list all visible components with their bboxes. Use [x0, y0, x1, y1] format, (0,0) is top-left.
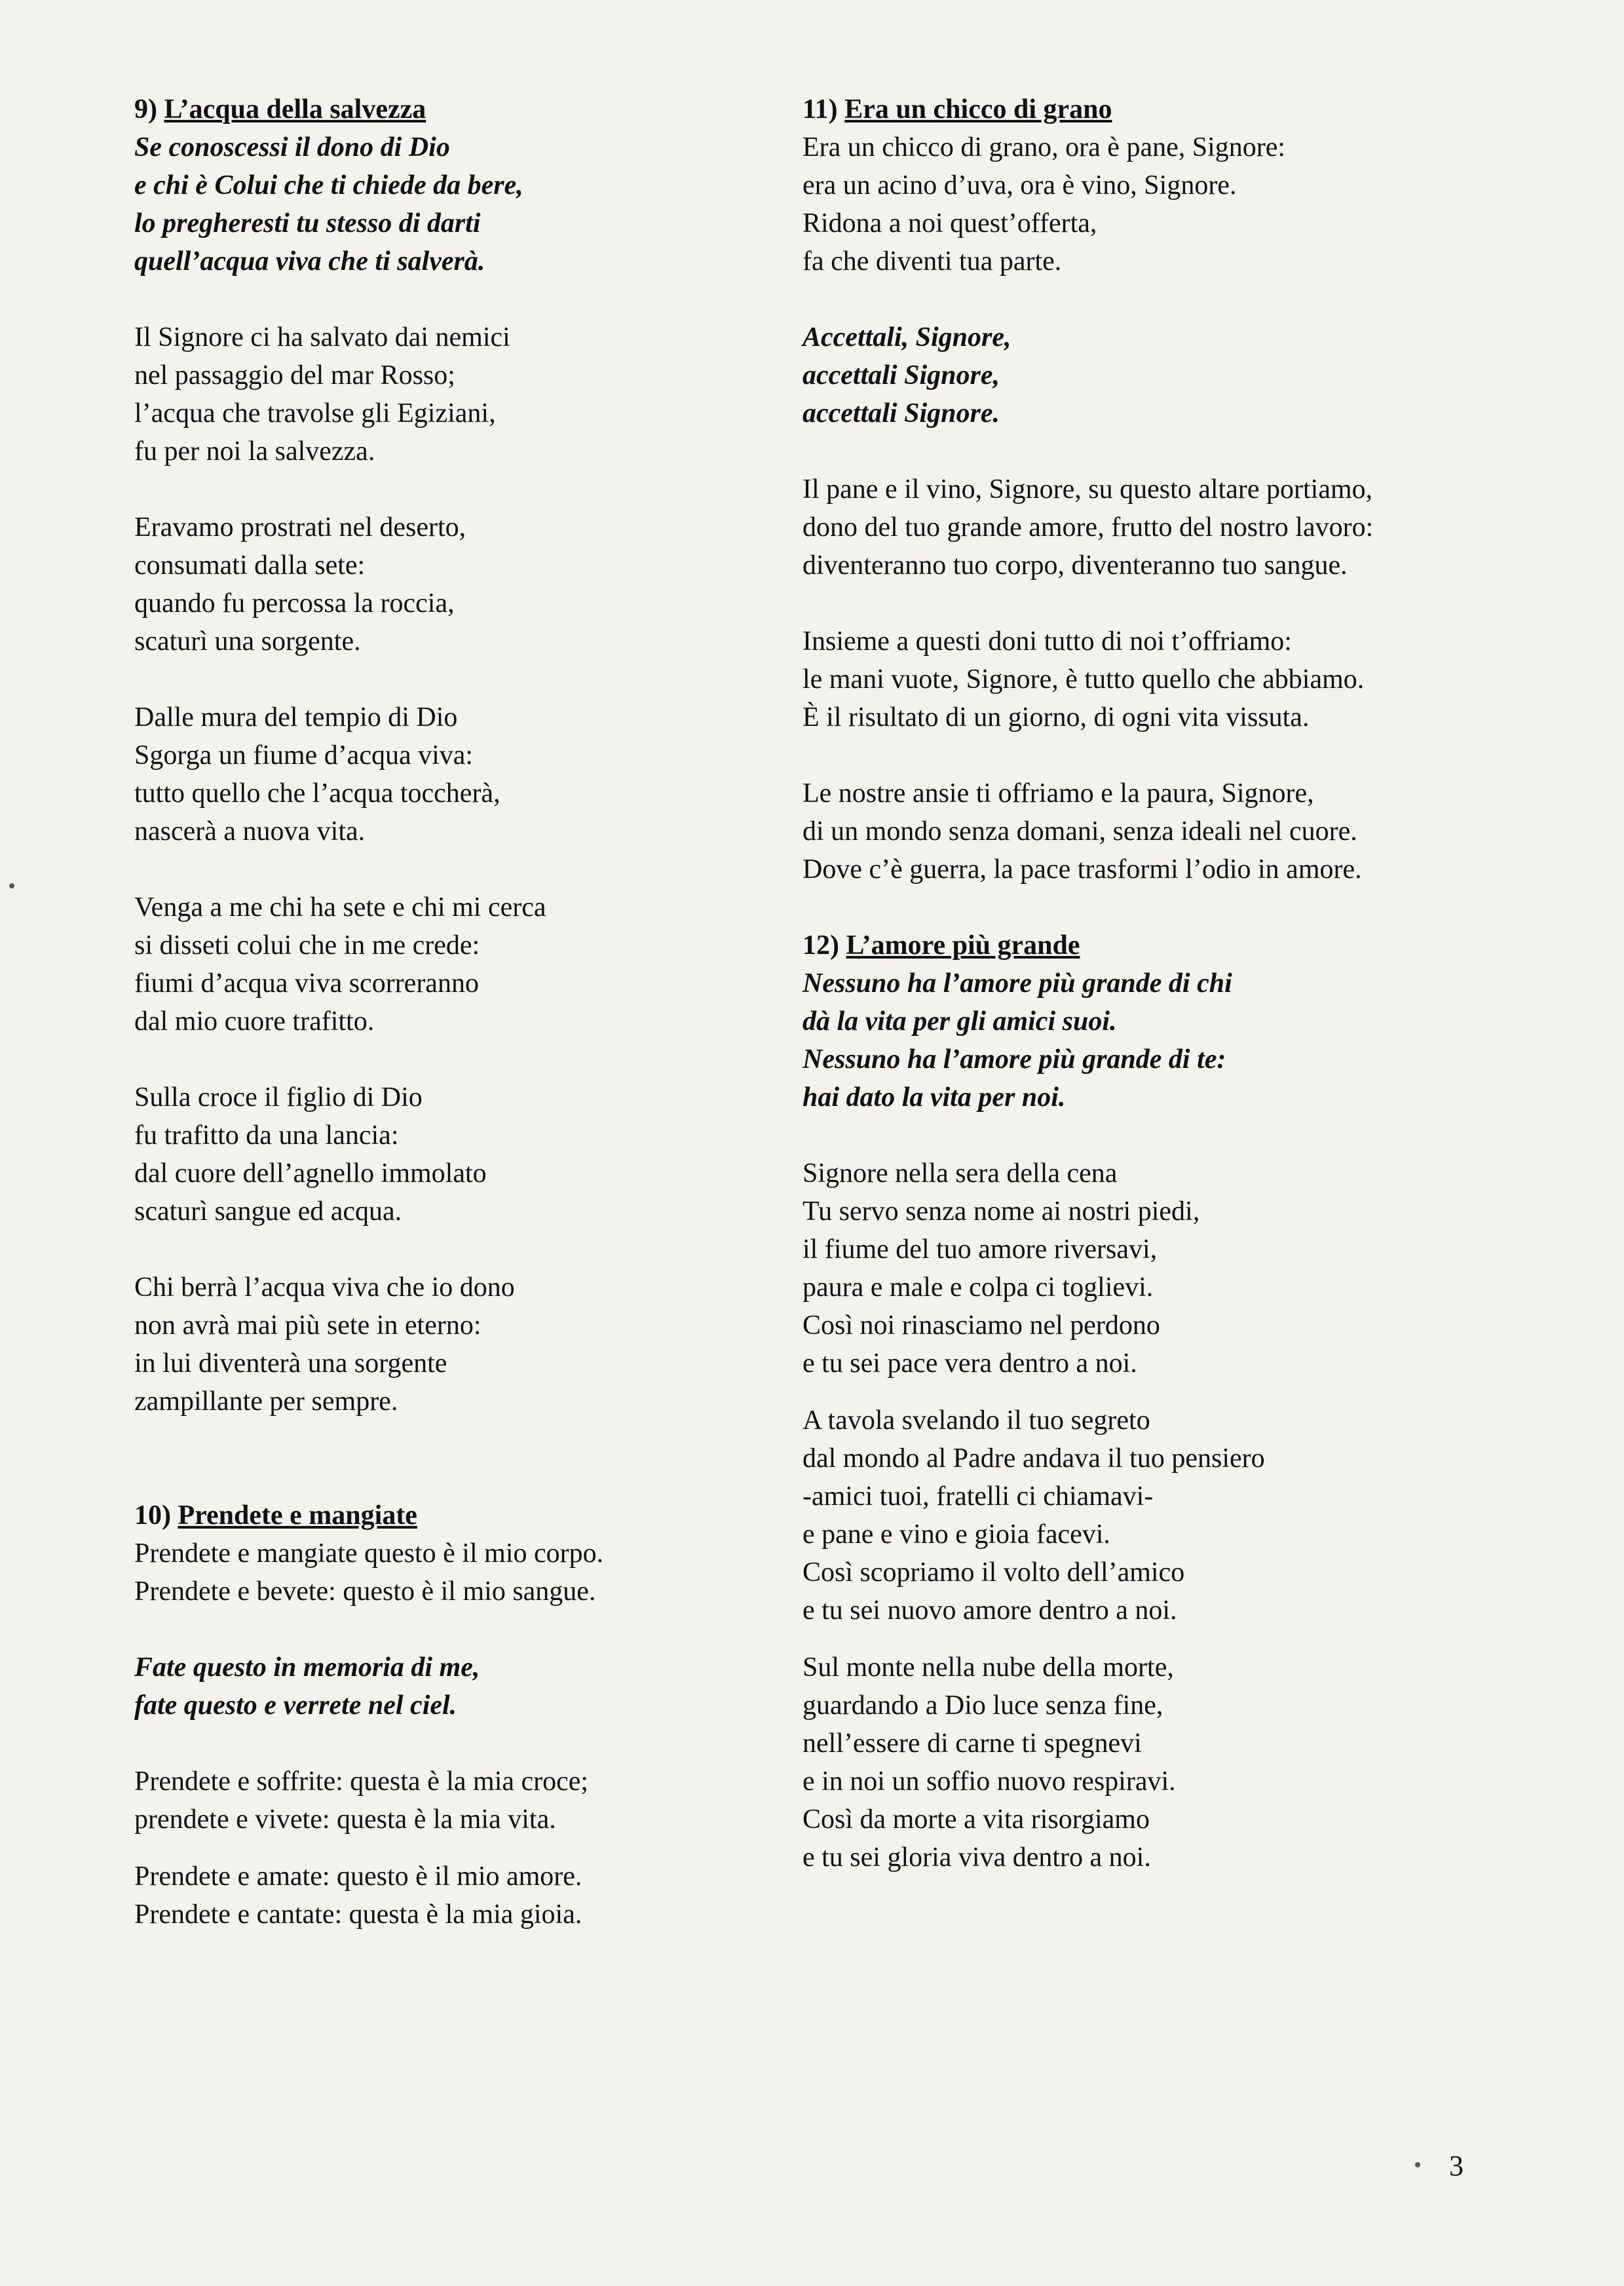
lyric-line: Era un chicco di grano, ora è pane, Signore:: [803, 132, 1286, 162]
lyric-line: nel passaggio del mar Rosso;: [134, 360, 455, 391]
lyric-line: guardando a Dio luce senza fine,: [803, 1690, 1163, 1721]
lyric-line: le mani vuote, Signore, è tutto quello che abbiamo.: [803, 664, 1365, 695]
verse: [134, 698, 789, 850]
lyric-line: Venga a me chi ha sete e chi mi cerca: [134, 892, 546, 923]
lyric-line: il fiume del tuo amore riversavi,: [803, 1234, 1158, 1265]
refrain: [134, 128, 789, 280]
song-12: [803, 926, 1523, 1876]
lyric-line: dal mio cuore trafitto.: [134, 1006, 375, 1037]
page-number: 3: [1449, 2150, 1463, 2182]
lyric-line: fu per noi la salvezza.: [134, 436, 375, 467]
lyric-line: nell’essere di carne ti spegnevi: [803, 1728, 1142, 1759]
lyric-line: e in noi un soffio nuovo respiravi.: [803, 1766, 1176, 1797]
song-number: 11): [803, 94, 838, 124]
lyric-line: scaturì sangue ed acqua.: [134, 1196, 402, 1227]
lyric-line: dal mondo al Padre andava il tuo pensiero: [803, 1443, 1265, 1474]
verse: [134, 508, 789, 660]
lyric-line: nascerà a nuova vita.: [134, 816, 366, 847]
lyric-line: lo pregheresti tu stesso di darti: [134, 208, 481, 238]
song-title-text: Prendete e mangiate: [178, 1500, 417, 1531]
verse: [803, 1648, 1523, 1876]
song-number: 10): [134, 1500, 171, 1531]
verse: [803, 128, 1523, 280]
lyric-line: Nessuno ha l’amore più grande di te:: [803, 1044, 1226, 1075]
lyric-line: Così da morte a vita risorgiamo: [803, 1804, 1150, 1835]
song-9: [134, 90, 789, 1420]
lyric-line: Prendete e cantate: questa è la mia gioia.: [134, 1899, 582, 1930]
lyric-line: Il Signore ci ha salvato dai nemici: [134, 322, 510, 352]
refrain: [803, 318, 1523, 432]
lyric-line: hai dato la vita per noi.: [803, 1082, 1066, 1113]
verse: [134, 1534, 789, 1610]
lyric-line: dà la vita per gli amici suoi.: [803, 1006, 1117, 1037]
lyric-line: scaturì una sorgente.: [134, 626, 361, 657]
lyric-line: Sulla croce il figlio di Dio: [134, 1082, 423, 1113]
scan-speck: [9, 883, 14, 888]
verse: [134, 318, 789, 470]
lyric-line: fu trafitto da una lancia:: [134, 1120, 399, 1151]
lyric-line: e pane e vino e gioia facevi.: [803, 1519, 1110, 1550]
lyric-line: e tu sei pace vera dentro a noi.: [803, 1348, 1137, 1379]
lyric-line: era un acino d’uva, ora è vino, Signore.: [803, 170, 1237, 200]
verse: [803, 1154, 1523, 1382]
verse: [803, 774, 1523, 888]
lyric-line: Chi berrà l’acqua viva che io dono: [134, 1272, 515, 1303]
lyric-line: Accettali, Signore,: [803, 322, 1011, 352]
right-column: [803, 90, 1523, 1876]
refrain: [134, 1648, 789, 1724]
lyric-line: fiumi d’acqua viva scorreranno: [134, 968, 479, 999]
lyric-line: fa che diventi tua parte.: [803, 246, 1062, 276]
lyric-line: -amici tuoi, fratelli ci chiamavi-: [803, 1481, 1154, 1512]
lyric-line: Eravamo prostrati nel deserto,: [134, 512, 466, 543]
lyric-line: zampillante per sempre.: [134, 1386, 398, 1417]
song-title: [134, 1496, 789, 1534]
lyric-line: Prendete e mangiate questo è il mio corpo.: [134, 1538, 604, 1569]
song-number: 12): [803, 930, 839, 961]
lyric-line: Così scopriamo il volto dell’amico: [803, 1557, 1185, 1588]
lyric-line: prendete e vivete: questa è la mia vita.: [134, 1804, 556, 1835]
lyric-line: Dove c’è guerra, la pace trasformi l’odio in amore.: [803, 854, 1362, 885]
verse: [134, 1857, 789, 1934]
lyric-line: Insieme a questi doni tutto di noi t’offriamo:: [803, 626, 1292, 657]
lyric-line: fate questo e verrete nel ciel.: [134, 1690, 457, 1721]
lyric-line: Prendete e amate: questo è il mio amore.: [134, 1861, 582, 1892]
lyric-line: l’acqua che travolse gli Egiziani,: [134, 398, 496, 429]
verse: [803, 622, 1523, 736]
lyric-line: accettali Signore,: [803, 360, 1000, 391]
left-column: [134, 90, 789, 1934]
lyric-line: paura e male e colpa ci toglievi.: [803, 1272, 1154, 1303]
lyric-line: e tu sei gloria viva dentro a noi.: [803, 1842, 1151, 1873]
lyric-line: Sgorga un fiume d’acqua viva:: [134, 740, 474, 771]
song-title: [134, 90, 789, 128]
verse: [134, 888, 789, 1040]
verse: [134, 1078, 789, 1230]
song-title-text: L’acqua della salvezza: [164, 94, 426, 124]
lyric-line: in lui diventerà una sorgente: [134, 1348, 447, 1379]
lyric-line: Il pane e il vino, Signore, su questo altare portiamo,: [803, 474, 1373, 505]
lyric-line: Prendete e bevete: questo è il mio sangue.: [134, 1576, 596, 1607]
lyric-line: Fate questo in memoria di me,: [134, 1652, 480, 1683]
verse: [803, 1401, 1523, 1629]
lyric-line: Nessuno ha l’amore più grande di chi: [803, 968, 1232, 999]
verse: [134, 1268, 789, 1420]
song-11: [803, 90, 1523, 888]
song-title: [803, 90, 1523, 128]
lyric-line: accettali Signore.: [803, 398, 1000, 429]
lyric-line: Dalle mura del tempio di Dio: [134, 702, 458, 733]
lyric-line: Signore nella sera della cena: [803, 1158, 1118, 1189]
lyric-line: A tavola svelando il tuo segreto: [803, 1405, 1150, 1436]
refrain: [803, 964, 1523, 1116]
lyric-line: Se conoscessi il dono di Dio: [134, 132, 450, 162]
lyric-line: Ridona a noi quest’offerta,: [803, 208, 1097, 238]
song-title-text: Era un chicco di grano: [844, 94, 1112, 124]
scan-speck: [1415, 2162, 1420, 2167]
lyric-line: si disseti colui che in me crede:: [134, 930, 480, 961]
song-10: [134, 1496, 789, 1934]
lyric-line: Così noi rinasciamo nel perdono: [803, 1310, 1160, 1341]
lyric-line: di un mondo senza domani, senza ideali nel cuore.: [803, 816, 1357, 847]
verse: [134, 1762, 789, 1838]
lyric-line: dal cuore dell’agnello immolato: [134, 1158, 487, 1189]
song-title: [803, 926, 1523, 964]
lyric-line: Prendete e soffrite: questa è la mia croce;: [134, 1766, 589, 1797]
lyric-line: dono del tuo grande amore, frutto del nostro lavoro:: [803, 512, 1374, 543]
song-title-text: L’amore più grande: [846, 930, 1080, 961]
verse: [803, 470, 1523, 584]
lyric-line: diventeranno tuo corpo, diventeranno tuo sangue.: [803, 550, 1348, 581]
lyric-line: quell’acqua viva che ti salverà.: [134, 246, 485, 276]
lyric-line: consumati dalla sete:: [134, 550, 366, 581]
lyric-line: Sul monte nella nube della morte,: [803, 1652, 1174, 1683]
lyric-line: Le nostre ansie ti offriamo e la paura, Signore,: [803, 778, 1314, 809]
lyric-line: È il risultato di un giorno, di ogni vita vissuta.: [803, 702, 1310, 733]
lyric-line: e tu sei nuovo amore dentro a noi.: [803, 1595, 1177, 1626]
lyric-line: Tu servo senza nome ai nostri piedi,: [803, 1196, 1200, 1227]
song-number: 9): [134, 94, 157, 124]
lyric-line: tutto quello che l’acqua toccherà,: [134, 778, 500, 809]
lyric-line: non avrà mai più sete in eterno:: [134, 1310, 482, 1341]
lyric-line: quando fu percossa la roccia,: [134, 588, 455, 619]
lyric-line: e chi è Colui che ti chiede da bere,: [134, 170, 523, 200]
